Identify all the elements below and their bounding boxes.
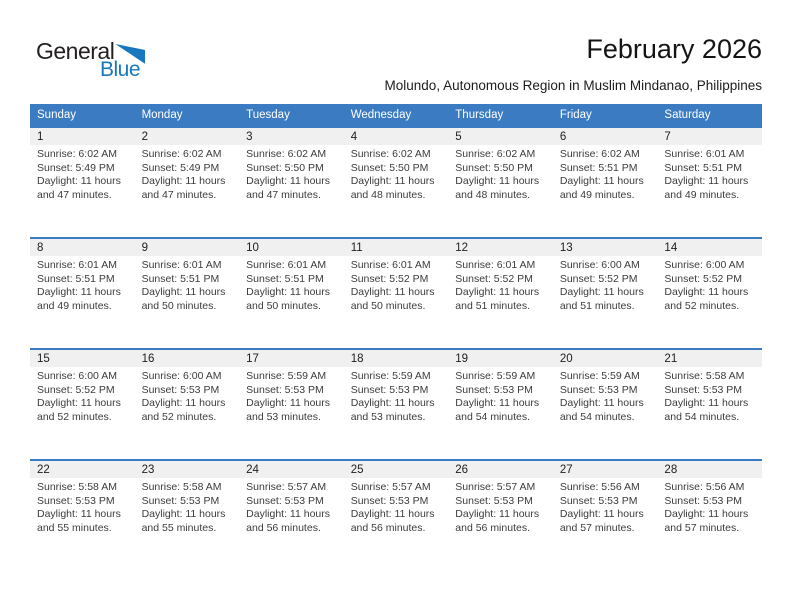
day-cell <box>344 367 449 424</box>
day-cell <box>135 256 240 313</box>
sunrise-text: Sunrise: 5:57 AM <box>350 481 431 493</box>
day-number: 11 <box>350 241 363 254</box>
day-cell <box>657 256 762 313</box>
daylight-text: Daylight: 11 hours and 51 minutes. <box>559 286 644 312</box>
week-day-details <box>30 256 762 313</box>
sunset-text: Sunset: 5:53 PM <box>246 383 324 396</box>
sunset-text: Sunset: 5:52 PM <box>455 272 533 285</box>
daylight-text: Daylight: 11 hours and 56 minutes. <box>350 508 435 534</box>
day-number: 14 <box>664 241 678 254</box>
daylight-text: Daylight: 11 hours and 47 minutes. <box>141 175 226 201</box>
sunrise-text: Sunrise: 6:01 AM <box>664 148 745 160</box>
day-cell <box>448 478 553 535</box>
sunrise-text: Sunrise: 5:59 AM <box>455 370 536 382</box>
sunrise-text: Sunrise: 6:00 AM <box>559 259 640 271</box>
day-cell <box>30 367 135 424</box>
daylight-text: Daylight: 11 hours and 49 minutes. <box>37 286 121 312</box>
day-number: 27 <box>559 463 573 476</box>
weekday-label: Thursday <box>455 109 504 121</box>
sunset-text: Sunset: 5:52 PM <box>37 383 115 396</box>
daylight-text: Daylight: 11 hours and 50 minutes. <box>246 286 330 312</box>
sunrise-text: Sunrise: 6:01 AM <box>246 259 327 271</box>
daylight-text: Daylight: 11 hours and 55 minutes. <box>37 508 121 534</box>
day-number: 9 <box>141 241 148 254</box>
sunrise-text: Sunrise: 6:00 AM <box>664 259 745 271</box>
day-number: 16 <box>141 352 155 365</box>
sunset-text: Sunset: 5:52 PM <box>559 272 638 285</box>
month-title: February 2026 <box>586 34 762 64</box>
day-number: 21 <box>664 352 678 365</box>
sunrise-text: Sunrise: 6:02 AM <box>455 148 536 160</box>
day-cell <box>30 478 135 535</box>
day-cell <box>344 478 449 535</box>
day-cell <box>448 367 553 424</box>
daylight-text: Daylight: 11 hours and 55 minutes. <box>141 508 226 534</box>
logo-text-general: General <box>36 38 115 64</box>
daylight-text: Daylight: 11 hours and 54 minutes. <box>664 397 749 423</box>
day-cell <box>448 145 553 202</box>
sunset-text: Sunset: 5:53 PM <box>559 494 638 507</box>
weekday-label: Sunday <box>37 109 77 121</box>
sunrise-text: Sunrise: 5:56 AM <box>664 481 745 493</box>
day-cell <box>553 256 658 313</box>
sunset-text: Sunset: 5:50 PM <box>455 161 533 174</box>
weekday-label: Monday <box>141 109 183 121</box>
day-cell <box>239 478 344 535</box>
sunrise-text: Sunrise: 5:59 AM <box>246 370 327 382</box>
calendar-weeks <box>30 126 762 570</box>
daylight-text: Daylight: 11 hours and 49 minutes. <box>664 175 749 201</box>
day-cell <box>553 145 658 202</box>
day-number: 24 <box>246 463 259 476</box>
sunrise-text: Sunrise: 6:01 AM <box>455 259 536 271</box>
sunset-text: Sunset: 5:51 PM <box>559 161 638 174</box>
week-day-numbers <box>30 239 762 256</box>
day-number: 18 <box>350 352 364 365</box>
week-day-details <box>30 145 762 202</box>
day-cell <box>344 256 449 313</box>
sunset-text: Sunset: 5:51 PM <box>141 272 220 285</box>
logo-text-blue: Blue <box>100 58 141 81</box>
day-cell <box>657 478 762 535</box>
day-number: 28 <box>664 463 678 476</box>
sunrise-text: Sunrise: 5:57 AM <box>455 481 536 493</box>
day-cell <box>135 145 240 202</box>
sunset-text: Sunset: 5:53 PM <box>664 383 743 396</box>
day-number: 25 <box>350 463 364 476</box>
day-cell <box>239 145 344 202</box>
day-number: 4 <box>350 130 358 143</box>
daylight-text: Daylight: 11 hours and 51 minutes. <box>455 286 540 312</box>
week-day-details <box>30 478 762 535</box>
sunrise-text: Sunrise: 6:00 AM <box>141 370 222 382</box>
day-number: 6 <box>559 130 567 143</box>
sunset-text: Sunset: 5:53 PM <box>350 383 429 396</box>
weekday-label: Tuesday <box>246 109 290 121</box>
sunset-text: Sunset: 5:53 PM <box>559 383 638 396</box>
day-cell <box>30 145 135 202</box>
day-cell <box>344 145 449 202</box>
week-row <box>30 237 762 348</box>
sunset-text: Sunset: 5:52 PM <box>664 272 743 285</box>
day-number: 15 <box>37 352 50 365</box>
sunset-text: Sunset: 5:53 PM <box>664 494 743 507</box>
day-number: 22 <box>37 463 50 476</box>
day-cell <box>239 367 344 424</box>
sunset-text: Sunset: 5:52 PM <box>350 272 429 285</box>
day-number: 13 <box>559 241 573 254</box>
calendar-table <box>30 104 762 570</box>
sunrise-text: Sunrise: 6:02 AM <box>141 148 222 160</box>
daylight-text: Daylight: 11 hours and 50 minutes. <box>141 286 226 312</box>
day-number: 7 <box>664 130 671 143</box>
day-number: 19 <box>455 352 469 365</box>
sunset-text: Sunset: 5:51 PM <box>37 272 115 285</box>
daylight-text: Daylight: 11 hours and 57 minutes. <box>664 508 749 534</box>
location-subtitle: Molundo, Autonomous Region in Muslim Mindanao, Philippines <box>384 78 762 93</box>
daylight-text: Daylight: 11 hours and 48 minutes. <box>350 175 435 201</box>
sunrise-text: Sunrise: 6:01 AM <box>350 259 431 271</box>
day-number: 17 <box>246 352 259 365</box>
daylight-text: Daylight: 11 hours and 54 minutes. <box>559 397 644 423</box>
day-number: 26 <box>455 463 469 476</box>
sunset-text: Sunset: 5:53 PM <box>141 494 220 507</box>
daylight-text: Daylight: 11 hours and 54 minutes. <box>455 397 540 423</box>
daylight-text: Daylight: 11 hours and 52 minutes. <box>37 397 121 423</box>
daylight-text: Daylight: 11 hours and 47 minutes. <box>246 175 330 201</box>
day-number: 8 <box>37 241 44 254</box>
week-row <box>30 126 762 237</box>
sunrise-text: Sunrise: 6:02 AM <box>559 148 640 160</box>
week-day-numbers <box>30 461 762 478</box>
weekday-label: Wednesday <box>350 109 412 121</box>
sunrise-text: Sunrise: 5:56 AM <box>559 481 640 493</box>
daylight-text: Daylight: 11 hours and 50 minutes. <box>350 286 435 312</box>
day-cell <box>657 145 762 202</box>
sunset-text: Sunset: 5:49 PM <box>37 161 115 174</box>
day-cell <box>135 367 240 424</box>
daylight-text: Daylight: 11 hours and 57 minutes. <box>559 508 644 534</box>
sunrise-text: Sunrise: 5:58 AM <box>664 370 745 382</box>
week-row <box>30 459 762 570</box>
sunset-text: Sunset: 5:49 PM <box>141 161 220 174</box>
daylight-text: Daylight: 11 hours and 52 minutes. <box>141 397 226 423</box>
daylight-text: Daylight: 11 hours and 56 minutes. <box>246 508 330 534</box>
sunset-text: Sunset: 5:51 PM <box>246 272 324 285</box>
sunset-text: Sunset: 5:53 PM <box>246 494 324 507</box>
sunset-text: Sunset: 5:53 PM <box>141 383 220 396</box>
general-blue-logo <box>36 38 176 82</box>
day-number: 20 <box>559 352 573 365</box>
sunrise-text: Sunrise: 5:58 AM <box>141 481 222 493</box>
daylight-text: Daylight: 11 hours and 53 minutes. <box>350 397 435 423</box>
day-number: 5 <box>455 130 462 143</box>
week-row <box>30 348 762 459</box>
sunrise-text: Sunrise: 6:01 AM <box>141 259 222 271</box>
sunset-text: Sunset: 5:51 PM <box>664 161 743 174</box>
day-number: 10 <box>246 241 259 254</box>
weekday-label: Saturday <box>664 109 711 121</box>
day-number: 2 <box>141 130 148 143</box>
day-cell <box>553 367 658 424</box>
day-cell <box>30 256 135 313</box>
sunrise-text: Sunrise: 6:00 AM <box>37 370 117 382</box>
day-cell <box>553 478 658 535</box>
day-cell <box>135 478 240 535</box>
sunrise-text: Sunrise: 5:58 AM <box>37 481 117 493</box>
day-number: 3 <box>246 130 253 143</box>
day-number: 23 <box>141 463 155 476</box>
day-cell <box>239 256 344 313</box>
daylight-text: Daylight: 11 hours and 47 minutes. <box>37 175 121 201</box>
day-number: 12 <box>455 241 469 254</box>
day-number: 1 <box>37 130 44 143</box>
sunrise-text: Sunrise: 6:02 AM <box>350 148 431 160</box>
sunset-text: Sunset: 5:50 PM <box>350 161 429 174</box>
daylight-text: Daylight: 11 hours and 53 minutes. <box>246 397 330 423</box>
sunrise-text: Sunrise: 5:59 AM <box>350 370 431 382</box>
sunset-text: Sunset: 5:53 PM <box>37 494 115 507</box>
weekday-label: Friday <box>559 109 592 121</box>
week-day-numbers <box>30 128 762 145</box>
sunset-text: Sunset: 5:50 PM <box>246 161 324 174</box>
week-day-numbers <box>30 350 762 367</box>
day-cell <box>448 256 553 313</box>
daylight-text: Daylight: 11 hours and 52 minutes. <box>664 286 749 312</box>
sunrise-text: Sunrise: 6:02 AM <box>37 148 117 160</box>
sunset-text: Sunset: 5:53 PM <box>455 494 533 507</box>
sunrise-text: Sunrise: 6:02 AM <box>246 148 327 160</box>
sunset-text: Sunset: 5:53 PM <box>350 494 429 507</box>
sunrise-text: Sunrise: 5:59 AM <box>559 370 640 382</box>
weekday-header-row <box>30 104 762 126</box>
sunrise-text: Sunrise: 6:01 AM <box>37 259 117 271</box>
daylight-text: Daylight: 11 hours and 49 minutes. <box>559 175 644 201</box>
day-cell <box>657 367 762 424</box>
sunset-text: Sunset: 5:53 PM <box>455 383 533 396</box>
sunrise-text: Sunrise: 5:57 AM <box>246 481 327 493</box>
daylight-text: Daylight: 11 hours and 56 minutes. <box>455 508 540 534</box>
week-day-details <box>30 367 762 424</box>
daylight-text: Daylight: 11 hours and 48 minutes. <box>455 175 540 201</box>
